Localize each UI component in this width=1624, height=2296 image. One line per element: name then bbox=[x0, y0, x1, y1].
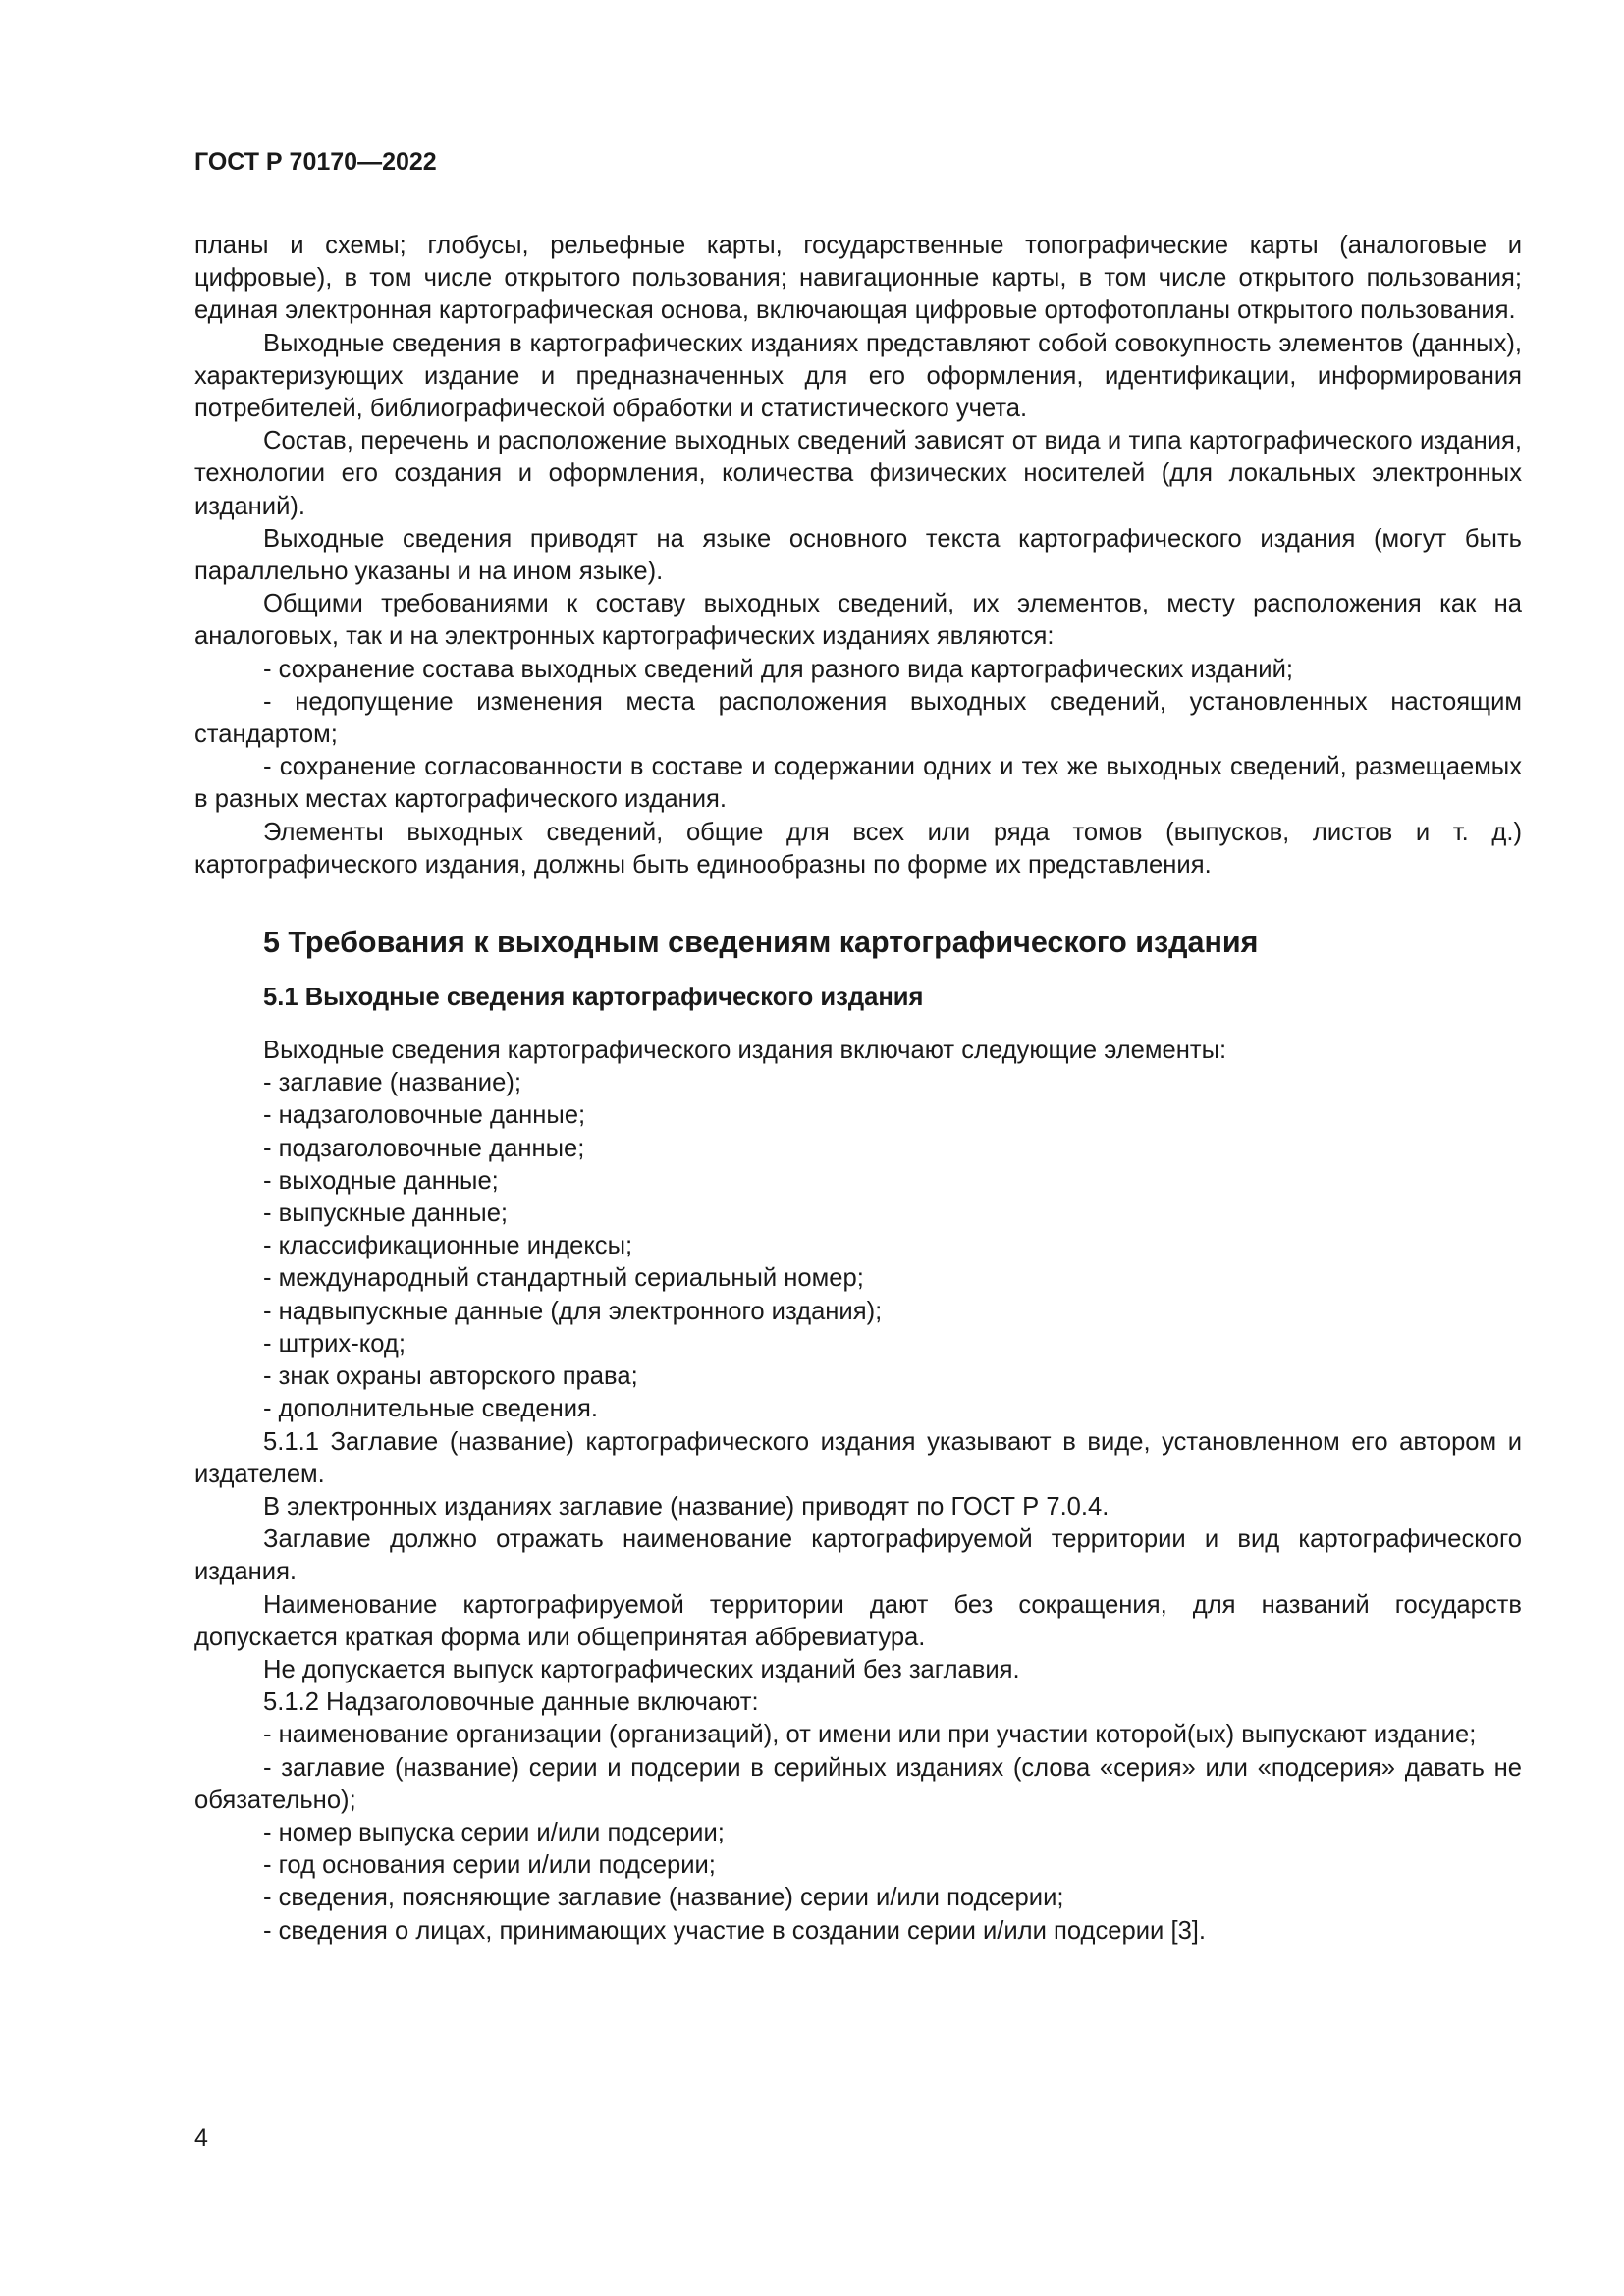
page-number: 4 bbox=[194, 2124, 208, 2152]
general-requirements-list bbox=[194, 654, 1522, 817]
paragraph: Общими требованиями к составу выходных сведений, их элементов, месту расположения как на аналоговых, так и на электронных картографических изданиях являются: bbox=[194, 590, 1522, 651]
list-item: - наименование организации (организаций), от имени или при участии которой(ых) выпускают издание; bbox=[263, 1721, 1477, 1749]
document-header: ГОСТ Р 70170—2022 bbox=[194, 148, 437, 176]
paragraph: Состав, перечень и расположение выходных сведений зависят от вида и типа картографического издания, технологии его создания и оформления, количества физических носителей (для локальных электронных изданий). bbox=[194, 427, 1522, 520]
subsection-heading: 5.1 Выходные сведения картографического издания bbox=[263, 984, 924, 1012]
paragraph-5-1-2: 5.1.2 Надзаголовочные данные включают: bbox=[263, 1688, 759, 1717]
paragraph: Элементы выходных сведений, общие для всех или ряда томов (выпусков, листов и т. д.) картографического издания, должны быть единообразны по форме их представления. bbox=[194, 818, 1522, 879]
paragraph: Не допускается выпуск картографических изданий без заглавия. bbox=[263, 1655, 1020, 1683]
list-item: - международный стандартный сериальный номер; bbox=[263, 1264, 864, 1293]
paragraph: В электронных изданиях заглавие (название) приводят по ГОСТ Р 7.0.4. bbox=[263, 1492, 1110, 1521]
list-item: - надзаголовочные данные; bbox=[263, 1101, 586, 1130]
list-item: - год основания серии и/или подсерии; bbox=[263, 1851, 716, 1880]
list-item: - классификационные индексы; bbox=[263, 1232, 633, 1260]
list-item: - сохранение состава выходных сведений для разного вида картографических изданий; bbox=[263, 655, 1293, 683]
document-page bbox=[194, 147, 1522, 1948]
list-item: - недопущение изменения места расположения выходных сведений, установленных настоящим стандартом; bbox=[194, 687, 1522, 749]
list-item: - сведения, поясняющие заглавие (название) серии и/или подсерии; bbox=[263, 1884, 1064, 1912]
paragraph: Выходные сведения приводят на языке основного текста картографического издания (могут быть параллельно указаны и на ином языке). bbox=[194, 524, 1522, 586]
paragraph-5-1-1: 5.1.1 Заглавие (название) картографического издания указывают в виде, установленном его автором и издателем. bbox=[194, 1427, 1522, 1488]
list-item: - подзаголовочные данные; bbox=[263, 1134, 585, 1162]
list-item: - номер выпуска серии и/или подсерии; bbox=[263, 1818, 725, 1846]
title-data-list bbox=[194, 1719, 1522, 1947]
list-item: - выпускные данные; bbox=[263, 1200, 509, 1228]
list-item: - штрих-код; bbox=[263, 1329, 406, 1358]
paragraph: Выходные сведения картографического издания включают следующие элементы: bbox=[263, 1037, 1227, 1065]
list-item: - сохранение согласованности в составе и содержании одних и тех же выходных сведений, размещаемых в разных местах картографического издания. bbox=[194, 753, 1522, 814]
paragraph: Заглавие должно отражать наименование картографируемой территории и вид картографического издания. bbox=[194, 1525, 1522, 1586]
list-item: - выходные данные; bbox=[263, 1166, 499, 1195]
list-item: - сведения о лицах, принимающих участие в создании серии и/или подсерии [3]. bbox=[263, 1916, 1207, 1945]
elements-list bbox=[194, 1067, 1522, 1425]
paragraph: планы и схемы; глобусы, рельефные карты, государственные топографические карты (аналоговые и цифровые), в том числе открытого пользования; навигационные карты, в том числе открытого пользования; единая электронная картографическая основа, включающая цифровые ортофотопланы открытого пользования. bbox=[194, 232, 1522, 325]
section-heading: 5 Требования к выходным сведениям картографического издания bbox=[263, 926, 1259, 960]
paragraph: Выходные сведения в картографических изданиях представляют собой совокупность элементов (данных), характеризующих издание и предназначенных для его оформления, идентификации, информирования потребителей, библиографической обработки и статистического учета. bbox=[194, 329, 1522, 423]
paragraph: Наименование картографируемой территории дают без сокращения, для названий государств допускается краткая форма или общепринятая аббревиатура. bbox=[194, 1590, 1522, 1651]
list-item: - знак охраны авторского права; bbox=[263, 1362, 638, 1391]
list-item: - заглавие (название); bbox=[263, 1069, 521, 1097]
list-item: - дополнительные сведения. bbox=[263, 1395, 599, 1423]
list-item: - заглавие (название) серии и подсерии в серийных изданиях (слова «серия» или «подсерия» давать не обязательно); bbox=[194, 1753, 1522, 1814]
list-item: - надвыпускные данные (для электронного издания); bbox=[263, 1297, 883, 1325]
